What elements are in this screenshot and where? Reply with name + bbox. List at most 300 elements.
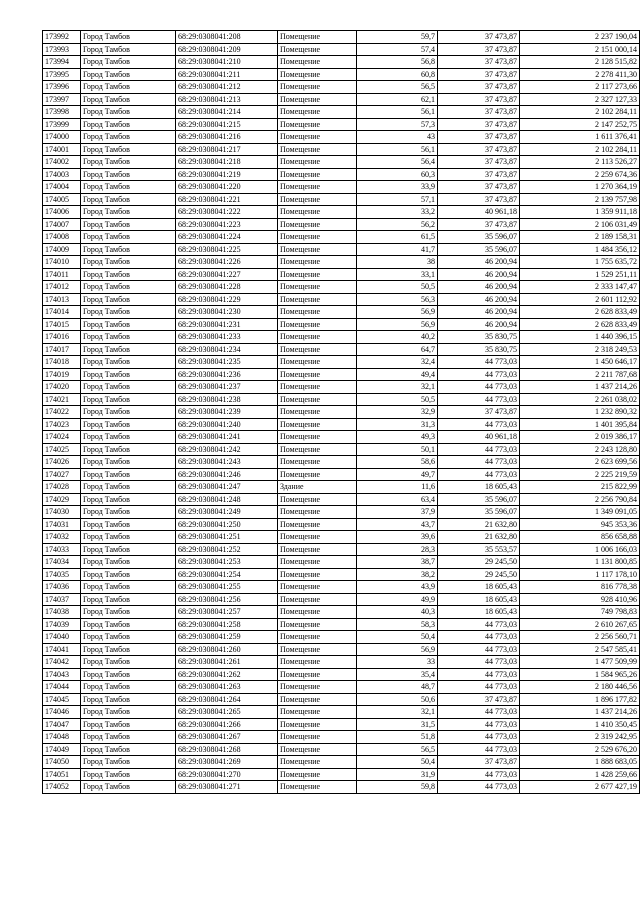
object-type-cell: Помещение bbox=[278, 656, 357, 669]
row-number-cell: 174018 bbox=[43, 356, 81, 369]
row-number-cell: 174019 bbox=[43, 368, 81, 381]
price-per-unit-cell: 18 605,43 bbox=[438, 606, 520, 619]
cadastral-value-cell: 2 256 560,71 bbox=[520, 631, 640, 644]
area-cell: 56,9 bbox=[357, 643, 438, 656]
object-type-cell: Помещение bbox=[278, 406, 357, 419]
row-number-cell: 173995 bbox=[43, 68, 81, 81]
object-type-cell: Помещение bbox=[278, 156, 357, 169]
object-type-cell: Помещение bbox=[278, 731, 357, 744]
object-type-cell: Помещение bbox=[278, 68, 357, 81]
city-cell: Город Тамбов bbox=[81, 518, 176, 531]
cadastral-value-cell: 2 333 147,47 bbox=[520, 281, 640, 294]
area-cell: 43 bbox=[357, 131, 438, 144]
row-number-cell: 174039 bbox=[43, 618, 81, 631]
area-cell: 50,4 bbox=[357, 756, 438, 769]
price-per-unit-cell: 37 473,87 bbox=[438, 81, 520, 94]
city-cell: Город Тамбов bbox=[81, 556, 176, 569]
city-cell: Город Тамбов bbox=[81, 406, 176, 419]
table-row bbox=[43, 606, 640, 619]
cadastral-number-cell: 68:29:0308041:216 bbox=[176, 131, 278, 144]
row-number-cell: 174023 bbox=[43, 418, 81, 431]
object-type-cell: Помещение bbox=[278, 506, 357, 519]
object-type-cell: Помещение bbox=[278, 143, 357, 156]
city-cell: Город Тамбов bbox=[81, 606, 176, 619]
row-number-cell: 174020 bbox=[43, 381, 81, 394]
city-cell: Город Тамбов bbox=[81, 31, 176, 44]
row-number-cell: 174000 bbox=[43, 131, 81, 144]
price-per-unit-cell: 44 773,03 bbox=[438, 618, 520, 631]
cadastral-number-cell: 68:29:0308041:225 bbox=[176, 243, 278, 256]
city-cell: Город Тамбов bbox=[81, 481, 176, 494]
area-cell: 41,7 bbox=[357, 243, 438, 256]
city-cell: Город Тамбов bbox=[81, 281, 176, 294]
row-number-cell: 174012 bbox=[43, 281, 81, 294]
price-per-unit-cell: 37 473,87 bbox=[438, 156, 520, 169]
table-row bbox=[43, 731, 640, 744]
row-number-cell: 174010 bbox=[43, 256, 81, 269]
table-row bbox=[43, 56, 640, 69]
row-number-cell: 174028 bbox=[43, 481, 81, 494]
cadastral-value-cell: 2 327 127,33 bbox=[520, 93, 640, 106]
area-cell: 50,4 bbox=[357, 631, 438, 644]
price-per-unit-cell: 44 773,03 bbox=[438, 718, 520, 731]
object-type-cell: Помещение bbox=[278, 181, 357, 194]
area-cell: 32,1 bbox=[357, 381, 438, 394]
city-cell: Город Тамбов bbox=[81, 543, 176, 556]
area-cell: 50,1 bbox=[357, 443, 438, 456]
cadastral-number-cell: 68:29:0308041:246 bbox=[176, 468, 278, 481]
table-row bbox=[43, 706, 640, 719]
city-cell: Город Тамбов bbox=[81, 343, 176, 356]
cadastral-number-cell: 68:29:0308041:235 bbox=[176, 356, 278, 369]
city-cell: Город Тамбов bbox=[81, 756, 176, 769]
area-cell: 33,2 bbox=[357, 206, 438, 219]
cadastral-value-cell: 2 019 386,17 bbox=[520, 431, 640, 444]
area-cell: 43,9 bbox=[357, 581, 438, 594]
area-cell: 28,3 bbox=[357, 543, 438, 556]
cadastral-value-cell: 1 755 635,72 bbox=[520, 256, 640, 269]
row-number-cell: 174011 bbox=[43, 268, 81, 281]
city-cell: Город Тамбов bbox=[81, 656, 176, 669]
object-type-cell: Помещение bbox=[278, 781, 357, 794]
cadastral-value-cell: 816 778,38 bbox=[520, 581, 640, 594]
cadastral-value-cell: 1 584 965,26 bbox=[520, 668, 640, 681]
row-number-cell: 174022 bbox=[43, 406, 81, 419]
table-row bbox=[43, 668, 640, 681]
cadastral-value-cell: 749 798,83 bbox=[520, 606, 640, 619]
city-cell: Город Тамбов bbox=[81, 43, 176, 56]
table-row bbox=[43, 456, 640, 469]
table-row bbox=[43, 656, 640, 669]
cadastral-value-cell: 2 628 833,49 bbox=[520, 318, 640, 331]
price-per-unit-cell: 37 473,87 bbox=[438, 168, 520, 181]
object-type-cell: Помещение bbox=[278, 256, 357, 269]
price-per-unit-cell: 37 473,87 bbox=[438, 68, 520, 81]
row-number-cell: 174024 bbox=[43, 431, 81, 444]
area-cell: 59,8 bbox=[357, 781, 438, 794]
object-type-cell: Помещение bbox=[278, 718, 357, 731]
city-cell: Город Тамбов bbox=[81, 168, 176, 181]
area-cell: 38,2 bbox=[357, 568, 438, 581]
cadastral-number-cell: 68:29:0308041:264 bbox=[176, 693, 278, 706]
table-row bbox=[43, 693, 640, 706]
city-cell: Город Тамбов bbox=[81, 156, 176, 169]
cadastral-number-cell: 68:29:0308041:238 bbox=[176, 393, 278, 406]
area-cell: 49,4 bbox=[357, 368, 438, 381]
price-per-unit-cell: 44 773,03 bbox=[438, 468, 520, 481]
row-number-cell: 174034 bbox=[43, 556, 81, 569]
row-number-cell: 174047 bbox=[43, 718, 81, 731]
area-cell: 51,8 bbox=[357, 731, 438, 744]
cadastral-number-cell: 68:29:0308041:215 bbox=[176, 118, 278, 131]
city-cell: Город Тамбов bbox=[81, 743, 176, 756]
table-row bbox=[43, 256, 640, 269]
area-cell: 50,6 bbox=[357, 693, 438, 706]
city-cell: Город Тамбов bbox=[81, 143, 176, 156]
cadastral-value-cell: 1 437 214,26 bbox=[520, 381, 640, 394]
city-cell: Город Тамбов bbox=[81, 81, 176, 94]
city-cell: Город Тамбов bbox=[81, 493, 176, 506]
cadastral-number-cell: 68:29:0308041:242 bbox=[176, 443, 278, 456]
cadastral-number-cell: 68:29:0308041:226 bbox=[176, 256, 278, 269]
city-cell: Город Тамбов bbox=[81, 768, 176, 781]
row-number-cell: 174050 bbox=[43, 756, 81, 769]
row-number-cell: 174049 bbox=[43, 743, 81, 756]
row-number-cell: 174052 bbox=[43, 781, 81, 794]
city-cell: Город Тамбов bbox=[81, 618, 176, 631]
cadastral-number-cell: 68:29:0308041:251 bbox=[176, 531, 278, 544]
cadastral-number-cell: 68:29:0308041:231 bbox=[176, 318, 278, 331]
cadastral-number-cell: 68:29:0308041:213 bbox=[176, 93, 278, 106]
object-type-cell: Помещение bbox=[278, 768, 357, 781]
row-number-cell: 174031 bbox=[43, 518, 81, 531]
area-cell: 56,1 bbox=[357, 106, 438, 119]
object-type-cell: Помещение bbox=[278, 331, 357, 344]
object-type-cell: Помещение bbox=[278, 393, 357, 406]
city-cell: Город Тамбов bbox=[81, 506, 176, 519]
cadastral-number-cell: 68:29:0308041:234 bbox=[176, 343, 278, 356]
object-type-cell: Помещение bbox=[278, 568, 357, 581]
cadastral-number-cell: 68:29:0308041:237 bbox=[176, 381, 278, 394]
city-cell: Город Тамбов bbox=[81, 356, 176, 369]
table-row bbox=[43, 393, 640, 406]
table-row bbox=[43, 68, 640, 81]
object-type-cell: Помещение bbox=[278, 456, 357, 469]
price-per-unit-cell: 21 632,80 bbox=[438, 518, 520, 531]
object-type-cell: Помещение bbox=[278, 118, 357, 131]
table-row bbox=[43, 381, 640, 394]
cadastral-value-cell: 1 611 376,41 bbox=[520, 131, 640, 144]
price-per-unit-cell: 44 773,03 bbox=[438, 781, 520, 794]
row-number-cell: 174021 bbox=[43, 393, 81, 406]
object-type-cell: Помещение bbox=[278, 168, 357, 181]
cadastral-number-cell: 68:29:0308041:214 bbox=[176, 106, 278, 119]
cadastral-value-cell: 2 623 699,56 bbox=[520, 456, 640, 469]
price-per-unit-cell: 37 473,87 bbox=[438, 693, 520, 706]
city-cell: Город Тамбов bbox=[81, 293, 176, 306]
cadastral-number-cell: 68:29:0308041:220 bbox=[176, 181, 278, 194]
table-row bbox=[43, 306, 640, 319]
area-cell: 33,1 bbox=[357, 268, 438, 281]
table-row bbox=[43, 531, 640, 544]
cadastral-number-cell: 68:29:0308041:210 bbox=[176, 56, 278, 69]
cadastral-number-cell: 68:29:0308041:239 bbox=[176, 406, 278, 419]
area-cell: 49,9 bbox=[357, 593, 438, 606]
area-cell: 50,5 bbox=[357, 281, 438, 294]
row-number-cell: 174014 bbox=[43, 306, 81, 319]
object-type-cell: Помещение bbox=[278, 381, 357, 394]
cadastral-value-cell: 1 477 509,99 bbox=[520, 656, 640, 669]
city-cell: Город Тамбов bbox=[81, 393, 176, 406]
price-per-unit-cell: 35 830,75 bbox=[438, 343, 520, 356]
cadastral-value-cell: 1 401 395,84 bbox=[520, 418, 640, 431]
object-type-cell: Помещение bbox=[278, 706, 357, 719]
table-row bbox=[43, 756, 640, 769]
row-number-cell: 173998 bbox=[43, 106, 81, 119]
row-number-cell: 174027 bbox=[43, 468, 81, 481]
table-row bbox=[43, 143, 640, 156]
row-number-cell: 174005 bbox=[43, 193, 81, 206]
price-per-unit-cell: 21 632,80 bbox=[438, 531, 520, 544]
cadastral-value-cell: 1 888 683,05 bbox=[520, 756, 640, 769]
city-cell: Город Тамбов bbox=[81, 106, 176, 119]
cadastral-value-cell: 1 437 214,26 bbox=[520, 706, 640, 719]
area-cell: 50,5 bbox=[357, 393, 438, 406]
area-cell: 57,1 bbox=[357, 193, 438, 206]
cadastral-value-table bbox=[42, 30, 640, 794]
table-row bbox=[43, 281, 640, 294]
city-cell: Город Тамбов bbox=[81, 306, 176, 319]
area-cell: 56,5 bbox=[357, 81, 438, 94]
price-per-unit-cell: 44 773,03 bbox=[438, 381, 520, 394]
area-cell: 56,3 bbox=[357, 293, 438, 306]
table-row bbox=[43, 343, 640, 356]
price-per-unit-cell: 46 200,94 bbox=[438, 293, 520, 306]
cadastral-value-cell: 2 102 284,11 bbox=[520, 143, 640, 156]
table-row bbox=[43, 243, 640, 256]
cadastral-value-cell: 1 006 166,03 bbox=[520, 543, 640, 556]
table-row bbox=[43, 681, 640, 694]
cadastral-value-cell: 2 256 790,84 bbox=[520, 493, 640, 506]
cadastral-number-cell: 68:29:0308041:233 bbox=[176, 331, 278, 344]
cadastral-value-cell: 1 484 356,12 bbox=[520, 243, 640, 256]
cadastral-number-cell: 68:29:0308041:218 bbox=[176, 156, 278, 169]
object-type-cell: Помещение bbox=[278, 668, 357, 681]
row-number-cell: 174009 bbox=[43, 243, 81, 256]
area-cell: 37,9 bbox=[357, 506, 438, 519]
city-cell: Город Тамбов bbox=[81, 68, 176, 81]
object-type-cell: Помещение bbox=[278, 356, 357, 369]
area-cell: 56,9 bbox=[357, 306, 438, 319]
price-per-unit-cell: 37 473,87 bbox=[438, 756, 520, 769]
price-per-unit-cell: 29 245,50 bbox=[438, 556, 520, 569]
area-cell: 43,7 bbox=[357, 518, 438, 531]
cadastral-number-cell: 68:29:0308041:270 bbox=[176, 768, 278, 781]
city-cell: Город Тамбов bbox=[81, 731, 176, 744]
city-cell: Город Тамбов bbox=[81, 381, 176, 394]
row-number-cell: 174043 bbox=[43, 668, 81, 681]
city-cell: Город Тамбов bbox=[81, 693, 176, 706]
price-per-unit-cell: 44 773,03 bbox=[438, 443, 520, 456]
cadastral-number-cell: 68:29:0308041:243 bbox=[176, 456, 278, 469]
cadastral-value-cell: 945 353,36 bbox=[520, 518, 640, 531]
cadastral-value-cell: 1 359 911,18 bbox=[520, 206, 640, 219]
row-number-cell: 173999 bbox=[43, 118, 81, 131]
city-cell: Город Тамбов bbox=[81, 231, 176, 244]
price-per-unit-cell: 46 200,94 bbox=[438, 256, 520, 269]
table-row bbox=[43, 318, 640, 331]
cadastral-value-cell: 1 450 646,17 bbox=[520, 356, 640, 369]
cadastral-value-cell: 2 677 427,19 bbox=[520, 781, 640, 794]
object-type-cell: Помещение bbox=[278, 368, 357, 381]
table-row bbox=[43, 268, 640, 281]
cadastral-number-cell: 68:29:0308041:208 bbox=[176, 31, 278, 44]
object-type-cell: Помещение bbox=[278, 56, 357, 69]
price-per-unit-cell: 44 773,03 bbox=[438, 768, 520, 781]
row-number-cell: 174016 bbox=[43, 331, 81, 344]
price-per-unit-cell: 46 200,94 bbox=[438, 306, 520, 319]
cadastral-number-cell: 68:29:0308041:228 bbox=[176, 281, 278, 294]
area-cell: 60,3 bbox=[357, 168, 438, 181]
table-row bbox=[43, 356, 640, 369]
cadastral-value-cell: 1 349 091,05 bbox=[520, 506, 640, 519]
area-cell: 38,7 bbox=[357, 556, 438, 569]
cadastral-value-cell: 2 189 158,31 bbox=[520, 231, 640, 244]
cadastral-value-cell: 2 261 038,02 bbox=[520, 393, 640, 406]
cadastral-value-cell: 2 237 190,04 bbox=[520, 31, 640, 44]
cadastral-value-cell: 2 113 526,27 bbox=[520, 156, 640, 169]
table-row bbox=[43, 406, 640, 419]
row-number-cell: 173997 bbox=[43, 93, 81, 106]
price-per-unit-cell: 44 773,03 bbox=[438, 668, 520, 681]
table-row bbox=[43, 481, 640, 494]
object-type-cell: Помещение bbox=[278, 31, 357, 44]
cadastral-value-cell: 2 318 249,53 bbox=[520, 343, 640, 356]
price-per-unit-cell: 18 605,43 bbox=[438, 481, 520, 494]
object-type-cell: Помещение bbox=[278, 106, 357, 119]
price-per-unit-cell: 29 245,50 bbox=[438, 568, 520, 581]
object-type-cell: Помещение bbox=[278, 206, 357, 219]
cadastral-value-cell: 1 428 259,66 bbox=[520, 768, 640, 781]
table-row bbox=[43, 431, 640, 444]
area-cell: 11,6 bbox=[357, 481, 438, 494]
table-row bbox=[43, 493, 640, 506]
cadastral-value-cell: 2 151 000,14 bbox=[520, 43, 640, 56]
cadastral-value-cell: 2 225 219,59 bbox=[520, 468, 640, 481]
object-type-cell: Помещение bbox=[278, 631, 357, 644]
price-per-unit-cell: 44 773,03 bbox=[438, 706, 520, 719]
object-type-cell: Помещение bbox=[278, 418, 357, 431]
table-row bbox=[43, 93, 640, 106]
row-number-cell: 174002 bbox=[43, 156, 81, 169]
price-per-unit-cell: 37 473,87 bbox=[438, 93, 520, 106]
row-number-cell: 174008 bbox=[43, 231, 81, 244]
table-row bbox=[43, 468, 640, 481]
table-row bbox=[43, 81, 640, 94]
object-type-cell: Помещение bbox=[278, 131, 357, 144]
table-row bbox=[43, 743, 640, 756]
price-per-unit-cell: 44 773,03 bbox=[438, 393, 520, 406]
area-cell: 58,6 bbox=[357, 456, 438, 469]
cadastral-value-cell: 2 128 515,82 bbox=[520, 56, 640, 69]
cadastral-number-cell: 68:29:0308041:247 bbox=[176, 481, 278, 494]
city-cell: Город Тамбов bbox=[81, 706, 176, 719]
cadastral-number-cell: 68:29:0308041:229 bbox=[176, 293, 278, 306]
cadastral-number-cell: 68:29:0308041:259 bbox=[176, 631, 278, 644]
price-per-unit-cell: 44 773,03 bbox=[438, 656, 520, 669]
cadastral-number-cell: 68:29:0308041:211 bbox=[176, 68, 278, 81]
object-type-cell: Помещение bbox=[278, 268, 357, 281]
cadastral-value-cell: 2 628 833,49 bbox=[520, 306, 640, 319]
area-cell: 49,3 bbox=[357, 431, 438, 444]
object-type-cell: Помещение bbox=[278, 218, 357, 231]
cadastral-value-cell: 2 319 242,95 bbox=[520, 731, 640, 744]
city-cell: Город Тамбов bbox=[81, 118, 176, 131]
cadastral-value-cell: 2 106 031,49 bbox=[520, 218, 640, 231]
area-cell: 32,4 bbox=[357, 356, 438, 369]
city-cell: Город Тамбов bbox=[81, 318, 176, 331]
object-type-cell: Помещение bbox=[278, 543, 357, 556]
area-cell: 56,5 bbox=[357, 743, 438, 756]
row-number-cell: 174003 bbox=[43, 168, 81, 181]
object-type-cell: Помещение bbox=[278, 93, 357, 106]
city-cell: Город Тамбов bbox=[81, 443, 176, 456]
price-per-unit-cell: 37 473,87 bbox=[438, 106, 520, 119]
area-cell: 59,7 bbox=[357, 31, 438, 44]
row-number-cell: 174032 bbox=[43, 531, 81, 544]
cadastral-number-cell: 68:29:0308041:223 bbox=[176, 218, 278, 231]
cadastral-number-cell: 68:29:0308041:240 bbox=[176, 418, 278, 431]
cadastral-number-cell: 68:29:0308041:241 bbox=[176, 431, 278, 444]
cadastral-number-cell: 68:29:0308041:262 bbox=[176, 668, 278, 681]
cadastral-number-cell: 68:29:0308041:260 bbox=[176, 643, 278, 656]
row-number-cell: 173994 bbox=[43, 56, 81, 69]
area-cell: 40,3 bbox=[357, 606, 438, 619]
city-cell: Город Тамбов bbox=[81, 668, 176, 681]
object-type-cell: Помещение bbox=[278, 243, 357, 256]
cadastral-number-cell: 68:29:0308041:255 bbox=[176, 581, 278, 594]
price-per-unit-cell: 44 773,03 bbox=[438, 681, 520, 694]
table-row bbox=[43, 593, 640, 606]
row-number-cell: 174037 bbox=[43, 593, 81, 606]
cadastral-number-cell: 68:29:0308041:250 bbox=[176, 518, 278, 531]
price-per-unit-cell: 46 200,94 bbox=[438, 281, 520, 294]
area-cell: 38 bbox=[357, 256, 438, 269]
city-cell: Город Тамбов bbox=[81, 581, 176, 594]
cadastral-value-cell: 2 278 411,30 bbox=[520, 68, 640, 81]
cadastral-number-cell: 68:29:0308041:217 bbox=[176, 143, 278, 156]
cadastral-value-cell: 215 822,99 bbox=[520, 481, 640, 494]
row-number-cell: 174044 bbox=[43, 681, 81, 694]
price-per-unit-cell: 44 773,03 bbox=[438, 418, 520, 431]
price-per-unit-cell: 40 961,18 bbox=[438, 431, 520, 444]
cadastral-value-cell: 2 117 273,66 bbox=[520, 81, 640, 94]
object-type-cell: Помещение bbox=[278, 681, 357, 694]
area-cell: 62,1 bbox=[357, 93, 438, 106]
object-type-cell: Помещение bbox=[278, 593, 357, 606]
object-type-cell: Помещение bbox=[278, 81, 357, 94]
row-number-cell: 174015 bbox=[43, 318, 81, 331]
price-per-unit-cell: 44 773,03 bbox=[438, 356, 520, 369]
row-number-cell: 174045 bbox=[43, 693, 81, 706]
area-cell: 31,3 bbox=[357, 418, 438, 431]
row-number-cell: 174030 bbox=[43, 506, 81, 519]
table-row bbox=[43, 618, 640, 631]
object-type-cell: Помещение bbox=[278, 581, 357, 594]
cadastral-value-cell: 2 243 128,80 bbox=[520, 443, 640, 456]
city-cell: Город Тамбов bbox=[81, 368, 176, 381]
table-row bbox=[43, 543, 640, 556]
